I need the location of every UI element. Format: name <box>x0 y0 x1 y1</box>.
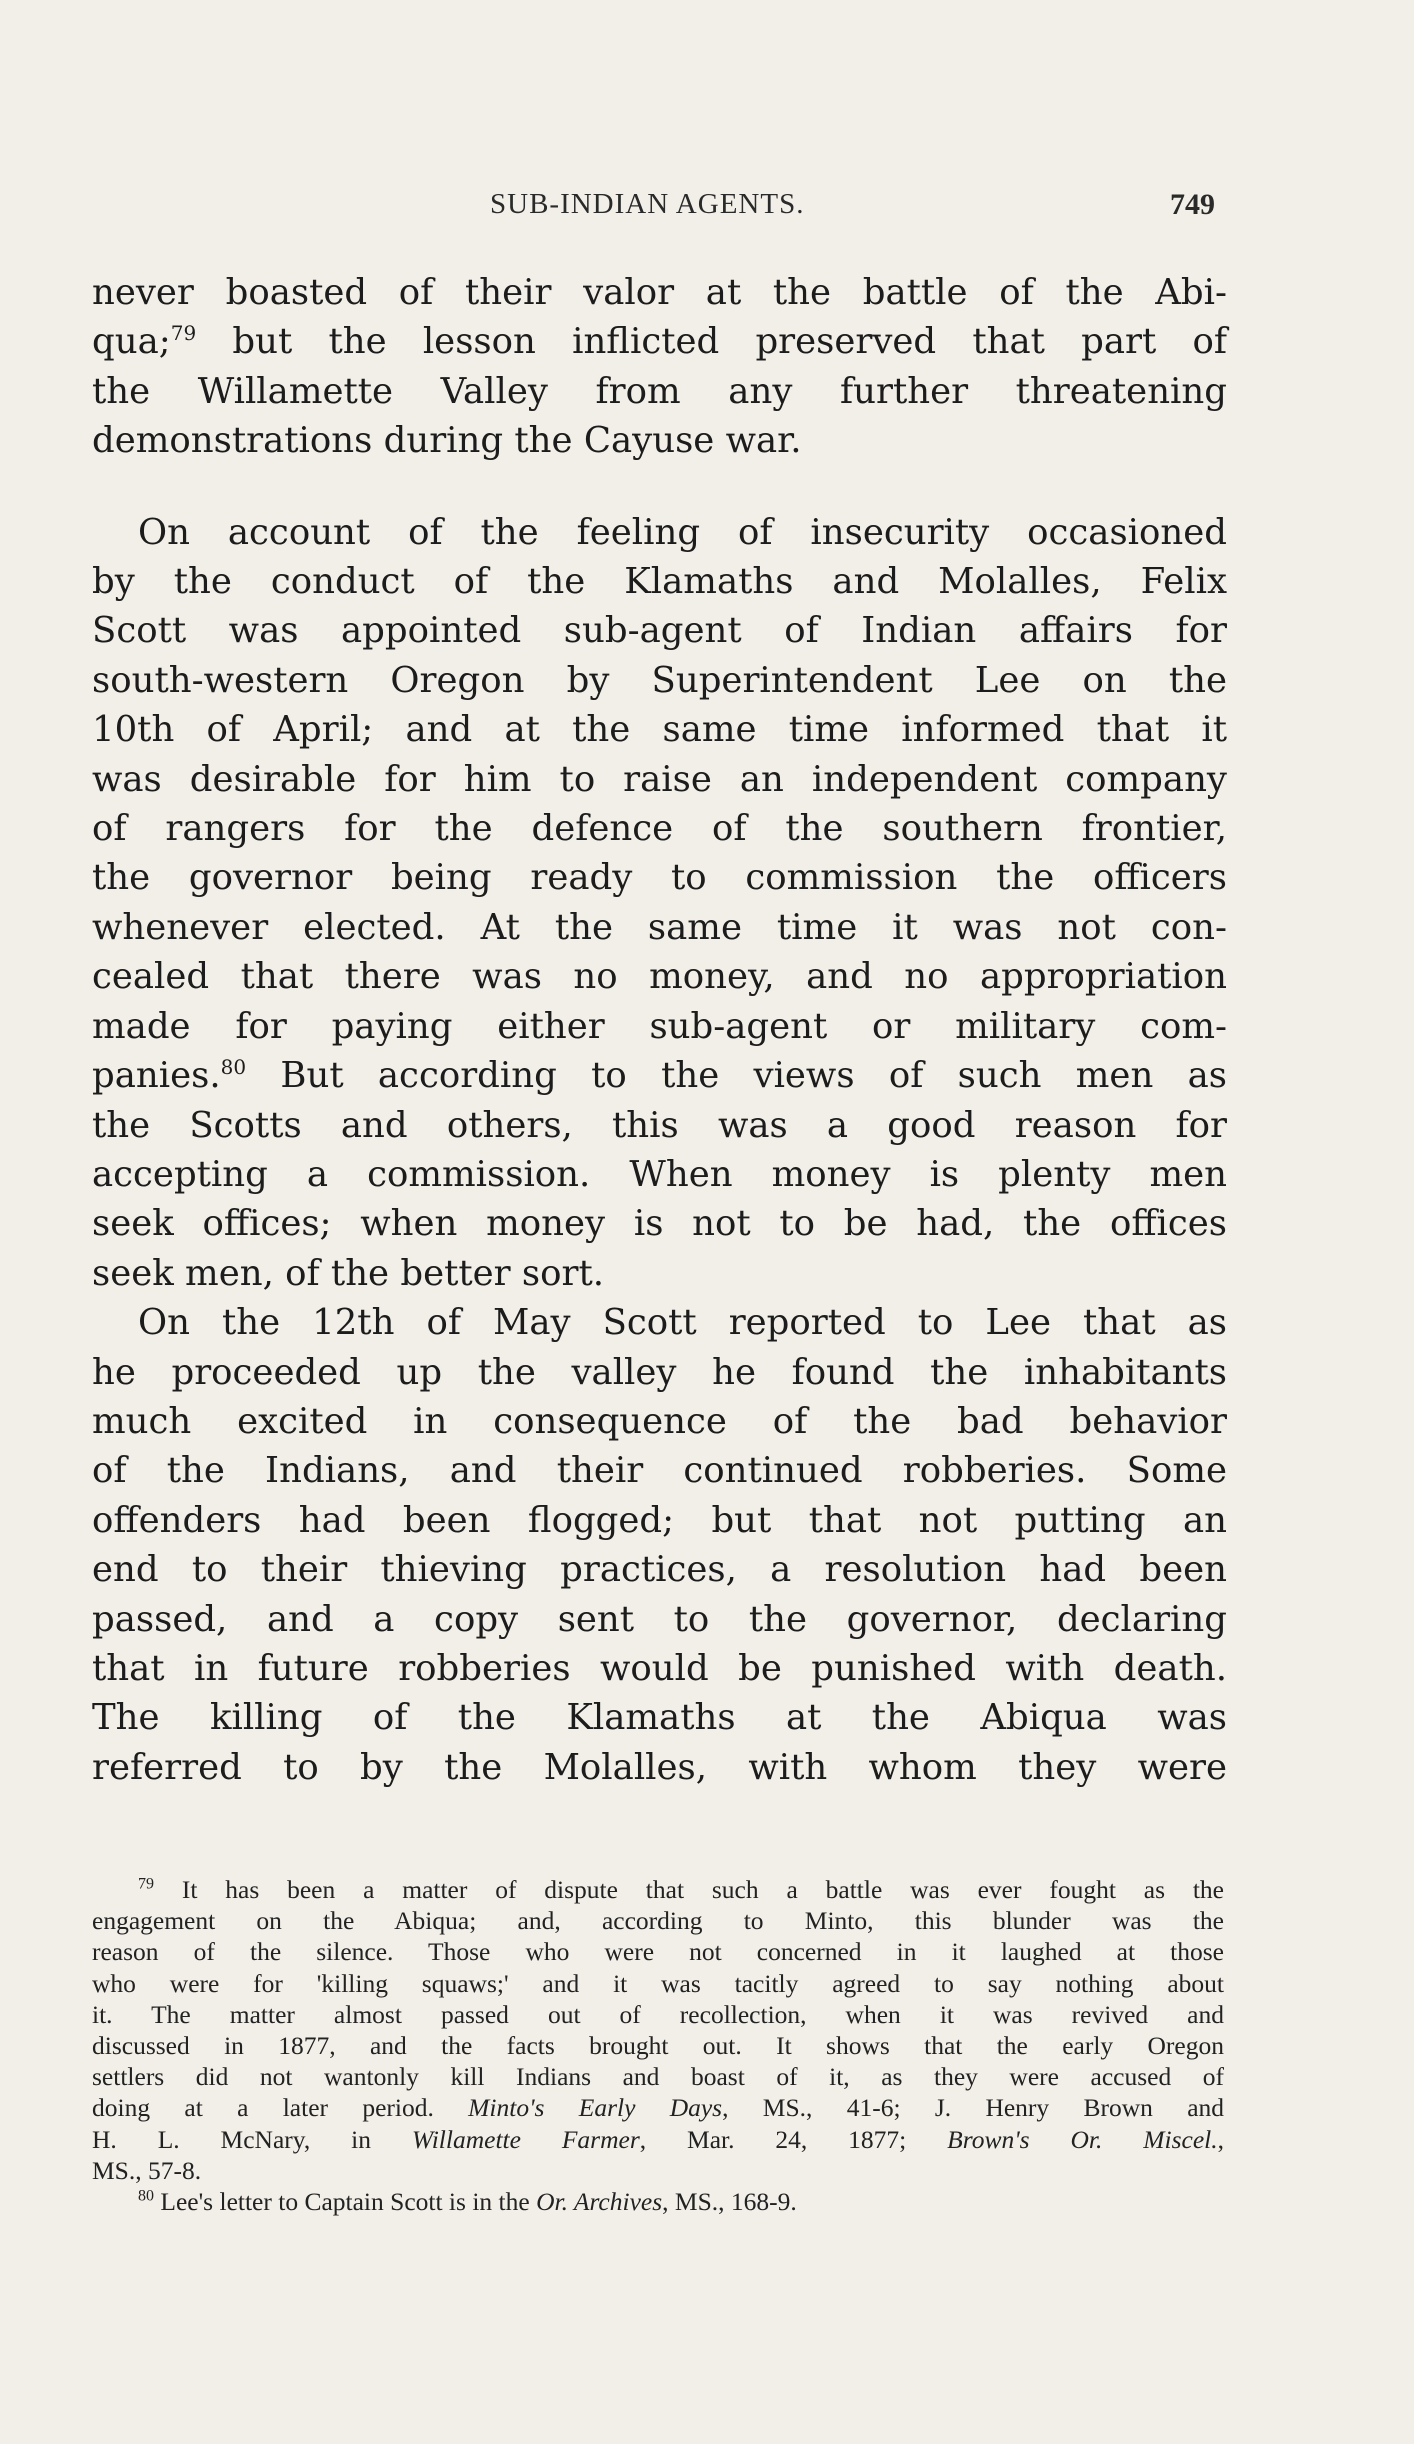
citation-title: Or. Archives <box>536 2187 663 2217</box>
citation-title: Willamette Farmer <box>411 2124 640 2154</box>
footnote-79-line: $^{79}$ It has been a matter of dispute that such a battle was ever fought as the <box>138 1875 1224 1904</box>
running-title: SUB-INDIAN AGENTS. <box>490 188 805 220</box>
footnote-79-line: settlers did not wantonly kill Indians and boast of it, as they were accused of <box>92 2062 1224 2092</box>
text-line: of rangers for the defence of the southern frontier, <box>92 808 1227 850</box>
text-line: seek men, of the better sort. <box>92 1252 604 1294</box>
footnote-79-line: it. The matter almost passed out of recollection, when it was revived and <box>92 1999 1224 2029</box>
text-line: the governor being ready to commission the officers <box>92 857 1227 899</box>
text-line: On the 12th of May Scott reported to Lee that as <box>138 1302 1227 1344</box>
running-head <box>90 188 1215 238</box>
text-line: Scott was appointed sub-agent of Indian affairs for <box>92 610 1227 652</box>
text-line: made for paying either sub-agent or military com- <box>92 1005 1227 1047</box>
footnote-79-line: MS., 57-8. <box>92 2155 202 2185</box>
text-line: never boasted of their valor at the battle of the Abi- <box>92 272 1227 313</box>
footnote-80-mark: 80 <box>138 2187 154 2205</box>
text-line: 10th of April; and at the same time informed that it <box>92 709 1227 751</box>
footnotes <box>92 1874 1224 2217</box>
text-line: he proceeded up the valley he found the inhabitants <box>92 1351 1227 1393</box>
citation-title: Brown's Or. Miscel. <box>947 2124 1218 2154</box>
body-text <box>92 268 1227 1792</box>
text-line: was desirable for him to raise an independent company <box>92 758 1227 800</box>
text-line: The killing of the Klamaths at the Abiqua was <box>92 1697 1227 1739</box>
footnote-ref-80: 80 <box>220 1055 247 1080</box>
text-line: whenever elected. At the same time it was not con- <box>92 906 1227 948</box>
text-line: end to their thieving practices, a resolution had been <box>92 1549 1227 1591</box>
text-line: offenders had been flogged; but that not putting an <box>92 1499 1227 1541</box>
text-line: accepting a commission. When money is plenty men <box>92 1153 1227 1195</box>
text-line: the Scotts and others, this was a good reason for <box>92 1104 1227 1146</box>
text-line: south-western Oregon by Superintendent Lee on the <box>92 659 1227 701</box>
footnote-79-line: engagement on the Abiqua; and, according to Minto, this blunder was the <box>92 1906 1224 1936</box>
text-line: On account of the feeling of insecurity occasioned <box>138 511 1227 553</box>
text-line: passed, and a copy sent to the governor, declaring <box>92 1598 1227 1640</box>
footnote-79-line: discussed in 1877, and the facts brought out. It shows that the early Oregon <box>92 2031 1224 2061</box>
footnote-ref-79: 79 <box>170 321 197 346</box>
text-line: qua;$^{79}$ but the lesson inflicted preserved that part of <box>92 321 1227 363</box>
text-line: demonstrations during the Cayuse war. <box>92 420 802 462</box>
footnote-79-line: H. L. McNary, in Willamette Farmer, Mar. 24, 1877; Brown's Or. Miscel., <box>92 2124 1224 2154</box>
text-line: that in future robberies would be punished with death. <box>92 1647 1227 1689</box>
footnote-79-line: reason of the silence. Those who were not concerned in it laughed at those <box>92 1937 1224 1967</box>
text-line: cealed that there was no money, and no appropriation <box>92 956 1227 998</box>
footnote-80-line: $^{80}$ Lee's letter to Captain Scott is in the Or. Archives, MS., 168-9. <box>138 2187 797 2217</box>
page-number: 749 <box>1170 188 1215 221</box>
text-line: panies.$^{80}$ But according to the views of such men as <box>92 1055 1227 1097</box>
footnote-79-line: who were for 'killing squaws;' and it was tacitly agreed to say nothing about <box>92 1968 1224 1998</box>
text-line: the Willamette Valley from any further threatening <box>92 370 1227 412</box>
footnote-79-mark: 79 <box>138 1875 154 1893</box>
footnote-79-line: doing at a later period. Minto's Early Days, MS., 41-6; J. Henry Brown and <box>92 2093 1225 2123</box>
text-line: by the conduct of the Klamaths and Molalles, Felix <box>92 561 1227 603</box>
text-line: much excited in consequence of the bad behavior <box>92 1400 1227 1442</box>
citation-title: Minto's Early Days <box>468 2093 723 2123</box>
text-line: of the Indians, and their continued robberies. Some <box>92 1450 1227 1492</box>
text-line: seek offices; when money is not to be had, the offices <box>92 1203 1227 1245</box>
text-line: referred to by the Molalles, with whom they were <box>92 1746 1227 1788</box>
